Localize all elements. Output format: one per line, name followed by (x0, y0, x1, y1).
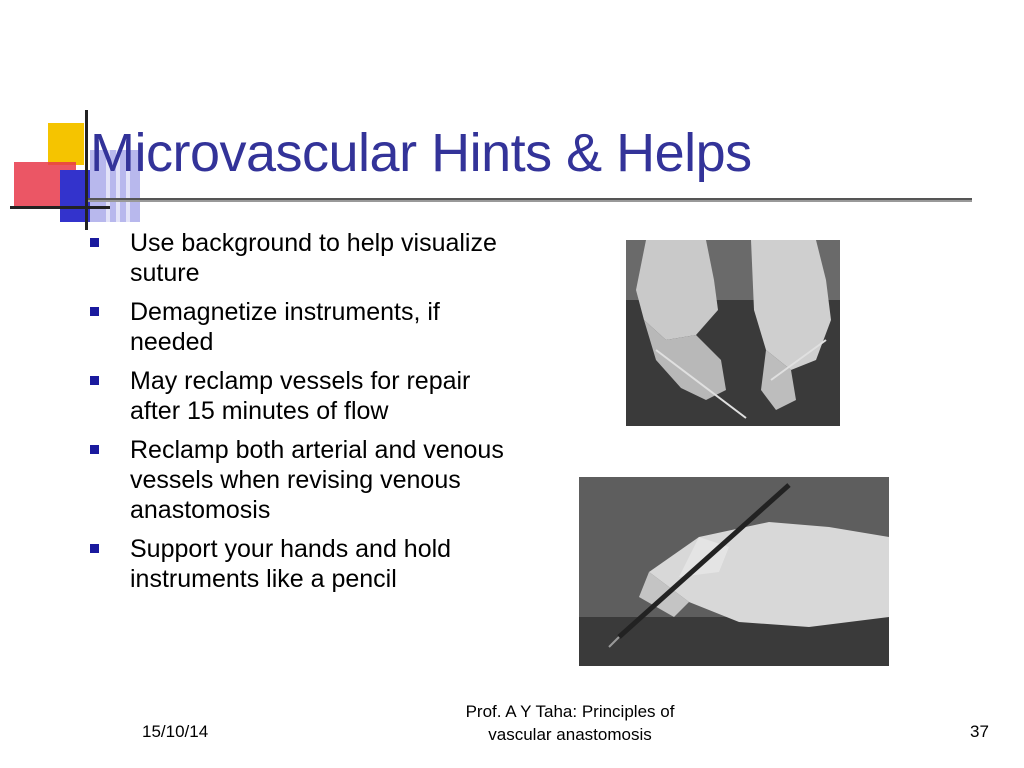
square-bullet-icon (90, 307, 99, 316)
gloved-hands-photo (626, 240, 840, 426)
square-bullet-icon (90, 238, 99, 247)
bullet-text: Use background to help visualize suture (130, 229, 497, 287)
bullet-text: May reclamp vessels for repair after 15 minutes of flow (130, 367, 471, 425)
footer-date: 15/10/14 (142, 722, 209, 741)
footer-title-line: Prof. A Y Taha: Principles of (465, 702, 675, 721)
square-bullet-icon (90, 376, 99, 385)
slide-title: Microvascular Hints & Helps (90, 123, 752, 183)
title-divider (88, 198, 972, 202)
bullet-item (85, 297, 515, 357)
bullet-text: Reclamp both arterial and venous vessels when revising venous anastomosis (130, 436, 504, 524)
square-bullet-icon (90, 544, 99, 553)
square-bullet-icon (90, 445, 99, 454)
page-number: 37 (970, 722, 989, 741)
bullet-text: Support your hands and hold instruments like a pencil (130, 535, 452, 593)
pencil-grip-photo (579, 477, 889, 666)
bullet-item (85, 366, 515, 426)
bullet-item (85, 534, 515, 594)
bullet-item (85, 228, 515, 288)
footer-title-line: vascular anastomosis (488, 725, 652, 744)
bullet-text: Demagnetize instruments, if needed (130, 298, 440, 356)
bullet-list (85, 228, 515, 603)
bullet-item (85, 435, 515, 525)
footer-presentation-title (430, 700, 710, 746)
